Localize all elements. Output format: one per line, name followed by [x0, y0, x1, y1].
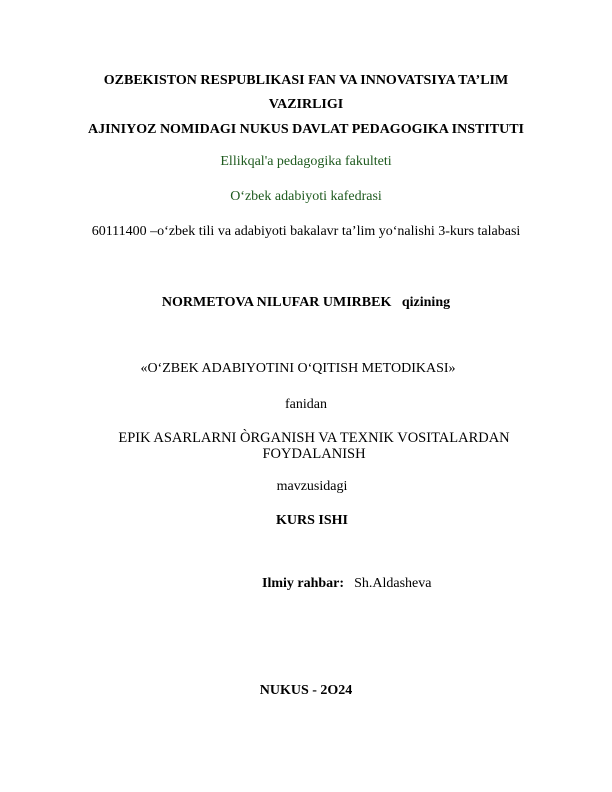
- student-name: NORMETOVA NILUFAR UMIRBEK: [161, 295, 392, 310]
- topic-title-line2: FOYDALANISH: [262, 446, 366, 462]
- institute-name: AJINIYOZ NOMIDAGI NUKUS DAVLAT PEDAGOGIKA INSTITUTI: [87, 122, 525, 137]
- advisor-line: [262, 576, 431, 592]
- student-program-info: 60111400 –o‘zbek tili va adabiyoti bakalavr ta’lim yo‘nalishi 3-kurs talabasi: [91, 224, 521, 239]
- course-title: «O‘ZBEK ADABIYOTINI O‘QITISH METODIKASI»: [140, 361, 456, 376]
- ministry-title-line1: OZBEKISTON RESPUBLIKASI FAN VA INNOVATSIYA TA’LIM: [103, 73, 509, 88]
- fanidan-label: fanidan: [285, 397, 327, 412]
- work-type: KURS ISHI: [276, 513, 348, 528]
- department-name: O‘zbek adabiyoti kafedrasi: [230, 189, 382, 204]
- place-year: NUKUS - 2O24: [259, 683, 353, 698]
- student-name-line: [0, 294, 612, 311]
- student-name-suffix: qizining: [401, 295, 451, 310]
- advisor-label: Ilmiy rahbar:: [262, 576, 345, 591]
- topic-title-line1: EPIK ASARLARNI ÒRGANISH VA TEXNIK VOSITALARDAN: [118, 430, 510, 446]
- faculty-name: Ellikqal'a pedagogika fakulteti: [220, 154, 392, 169]
- mavzusidagi-label: mavzusidagi: [276, 479, 348, 494]
- advisor-name: Sh.Aldasheva: [354, 576, 432, 591]
- ministry-title-line2: VAZIRLIGI: [268, 97, 344, 112]
